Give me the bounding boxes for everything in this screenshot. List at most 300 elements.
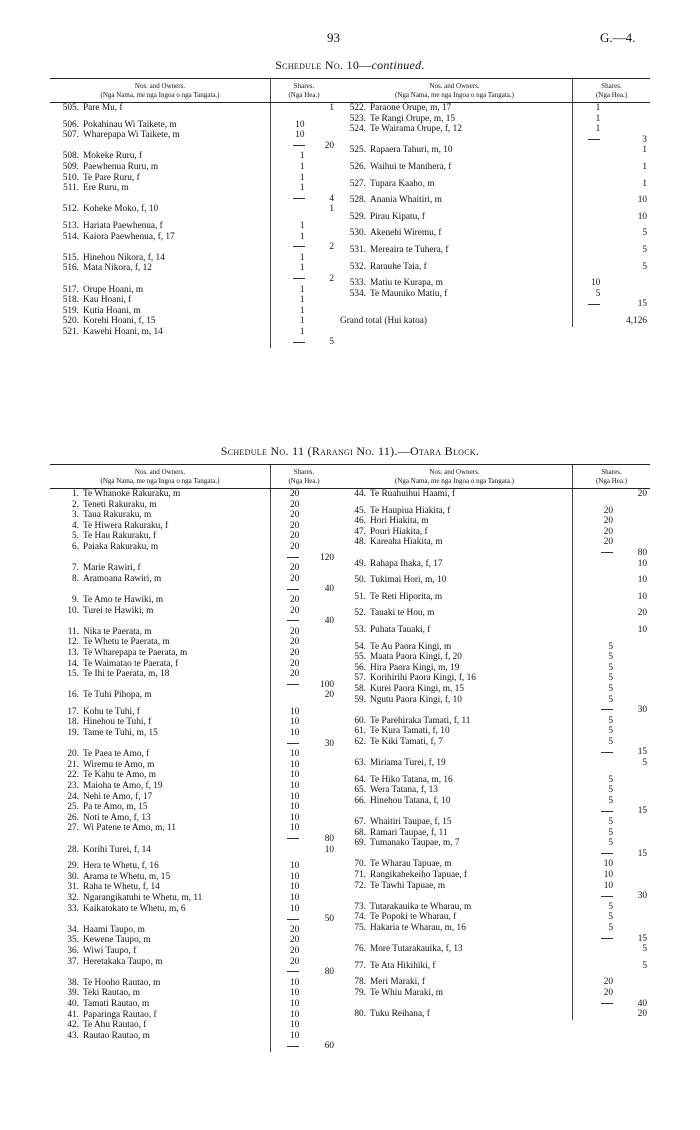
owner-cell <box>50 274 271 285</box>
individual-share-value: 1 <box>299 252 305 263</box>
individual-share-cell <box>271 967 305 978</box>
individual-share-value: 20 <box>289 626 300 637</box>
individual-share-value: 20 <box>289 594 300 605</box>
owner-number: 76. <box>354 944 366 955</box>
individual-share-value: 10 <box>289 988 300 999</box>
individual-share-cell <box>573 489 618 500</box>
table-row <box>50 263 337 274</box>
owner-number: 9. <box>72 594 79 605</box>
table-row <box>50 882 337 893</box>
group-share-cell <box>618 912 650 923</box>
table-row <box>337 961 650 972</box>
individual-share-value: 10 <box>603 880 613 891</box>
subtotal-rule <box>287 684 299 685</box>
owner-cell <box>337 527 573 538</box>
owner-name: Waihui te Manihera, f <box>370 161 452 172</box>
owner-number: 508. <box>62 151 79 162</box>
group-share-cell <box>618 737 650 748</box>
individual-share-cell <box>271 285 310 296</box>
owner-number: 57. <box>354 673 366 684</box>
table-row <box>50 659 337 670</box>
owner-cell <box>50 120 271 131</box>
owner-number: 519. <box>62 305 79 316</box>
owner-cell <box>50 728 271 739</box>
group-share-value: 10 <box>637 195 647 206</box>
table-row <box>337 806 650 817</box>
individual-share-value: 10 <box>289 882 300 893</box>
individual-share-cell <box>573 516 618 527</box>
group-share-cell <box>618 988 650 999</box>
owner-cell <box>337 575 573 586</box>
group-share-cell <box>618 559 650 570</box>
owner-number: 71. <box>354 870 366 880</box>
owner-cell <box>337 228 573 239</box>
owner-name: Tamati Rautao, m <box>83 998 150 1009</box>
group-share-cell <box>310 253 337 264</box>
owner-number: 47. <box>354 526 366 537</box>
group-share-cell <box>304 882 337 893</box>
individual-share-cell <box>573 103 606 114</box>
individual-share-cell <box>271 914 305 925</box>
individual-share-cell <box>271 574 305 585</box>
owner-cell <box>50 999 271 1010</box>
group-share-cell <box>310 141 337 152</box>
owner-cell <box>50 194 271 205</box>
group-share-value: 1 <box>329 103 334 113</box>
individual-share-value: 20 <box>289 956 300 967</box>
individual-share-cell <box>573 705 618 716</box>
owner-cell <box>50 669 271 680</box>
group-share-value: 1 <box>329 204 334 215</box>
owner-number: 45. <box>354 505 366 516</box>
table-row <box>50 792 337 803</box>
individual-share-cell <box>271 680 305 691</box>
individual-share-value: 20 <box>289 669 300 680</box>
table-row <box>50 637 337 648</box>
table-row <box>50 194 337 205</box>
schedule-11-left-rows <box>50 489 337 1052</box>
owner-cell <box>337 775 573 786</box>
individual-share-cell <box>573 817 618 828</box>
owner-name: Teneti Rakuraku, m <box>83 499 157 510</box>
individual-share-cell <box>271 637 305 648</box>
table-row <box>50 904 337 915</box>
owner-number: 26. <box>67 812 79 823</box>
individual-share-value: 10 <box>289 1020 300 1031</box>
individual-share-cell <box>271 103 310 114</box>
owners-column-header: Nos. and Owners. (Nga Nama, me nga Ingoa o nga Tangata.) <box>337 79 573 103</box>
owner-cell <box>337 179 573 190</box>
group-share-cell <box>310 162 337 173</box>
individual-share-cell <box>573 262 606 273</box>
group-share-cell <box>304 1010 337 1021</box>
group-share-cell <box>310 316 337 327</box>
owner-name: Te Ahu Rautao, f <box>83 1020 147 1031</box>
individual-share-cell <box>271 834 305 845</box>
owner-number: 534. <box>349 288 366 299</box>
owner-name: Anania Whaitiri, m <box>370 195 442 206</box>
owner-number: 77. <box>354 960 366 971</box>
owner-cell <box>50 770 271 781</box>
individual-share-cell <box>573 934 618 945</box>
owner-name: Te Whanoke Rakuraku, m <box>83 489 181 499</box>
individual-share-value: 5 <box>608 662 613 673</box>
owner-number: 51. <box>354 591 366 602</box>
owner-cell <box>50 845 271 856</box>
individual-share-cell <box>271 327 310 338</box>
owner-cell <box>50 861 271 872</box>
table-row <box>337 663 650 674</box>
table-row <box>337 114 650 125</box>
table-row <box>337 716 650 727</box>
group-share-cell <box>304 637 337 648</box>
schedule-11-title: Schedule No. 11 (Rarangi No. 11).—Otara Block. <box>220 444 480 458</box>
individual-share-cell <box>271 542 305 553</box>
table-row <box>50 204 337 215</box>
individual-share-cell <box>271 882 305 893</box>
owner-name: Tuku Reihana, f <box>370 1009 430 1020</box>
individual-share-cell <box>573 912 618 923</box>
individual-share-cell <box>573 785 618 796</box>
group-share-cell <box>618 961 650 972</box>
owner-cell <box>50 707 271 718</box>
group-share-cell <box>304 872 337 883</box>
owner-number: 525. <box>349 145 366 156</box>
individual-share-value: 20 <box>289 945 300 956</box>
subtotal-rule <box>601 752 613 753</box>
owner-name: Hori Hiakita, m <box>370 516 429 527</box>
owner-cell <box>337 135 573 146</box>
owner-name: Hera te Whetu, f, 16 <box>83 861 159 872</box>
owner-cell <box>50 204 271 215</box>
individual-share-value: 10 <box>289 812 300 823</box>
individual-share-value: 20 <box>289 499 300 510</box>
owner-name: Te Parehiraka Tamati, f, 11 <box>370 715 471 726</box>
owner-cell <box>50 914 271 925</box>
individual-share-cell <box>573 652 618 663</box>
individual-share-cell <box>271 802 305 813</box>
subtotal-rule <box>601 853 613 854</box>
page-number: 93 <box>327 30 340 45</box>
individual-share-value: 1 <box>595 113 601 124</box>
individual-share-value: 1 <box>299 172 305 183</box>
group-share-value: 5 <box>642 960 647 971</box>
table-row <box>50 510 337 521</box>
table-row <box>50 861 337 872</box>
individual-share-cell <box>271 845 305 856</box>
individual-share-cell <box>573 737 618 748</box>
owner-number: 10. <box>67 605 79 616</box>
subtotal-rule <box>601 896 613 897</box>
owner-cell <box>337 663 573 674</box>
individual-share-cell <box>573 849 618 860</box>
owner-cell <box>50 781 271 792</box>
individual-share-value: 10 <box>289 998 300 1009</box>
owner-cell <box>50 1020 271 1031</box>
owner-name: Maata Paora Kingi, f, 20 <box>370 652 462 663</box>
table-row <box>337 944 650 955</box>
group-share-value: 20 <box>637 608 647 619</box>
group-share-cell <box>304 584 337 595</box>
group-share-value: 5 <box>642 228 647 239</box>
group-share-cell <box>618 695 650 706</box>
table-row <box>50 893 337 904</box>
individual-share-value: 10 <box>289 977 300 988</box>
owner-number: 41. <box>67 1009 79 1020</box>
owner-number: 67. <box>354 817 366 828</box>
individual-share-value: 5 <box>608 726 613 737</box>
individual-share-cell <box>271 690 305 701</box>
owner-number: 64. <box>354 774 366 785</box>
group-share-value: 30 <box>637 705 647 716</box>
table-row <box>50 627 337 638</box>
group-share-value: 50 <box>324 914 334 925</box>
group-share-cell <box>304 616 337 627</box>
owner-number: 530. <box>349 228 366 239</box>
owner-number: 527. <box>349 178 366 189</box>
table-row <box>50 728 337 739</box>
owner-name: Paparinga Rautao, f <box>83 1009 157 1020</box>
individual-share-cell <box>271 999 305 1010</box>
table-row <box>50 1010 337 1021</box>
group-share-cell <box>310 151 337 162</box>
owner-number: 30. <box>67 871 79 882</box>
schedule-10-left-rows <box>50 103 337 349</box>
group-share-cell <box>304 728 337 739</box>
owner-number: 79. <box>354 987 366 998</box>
table-row <box>50 531 337 542</box>
group-share-cell <box>618 796 650 807</box>
document-code: G.—4. <box>600 30 636 45</box>
group-share-value: 5 <box>642 261 647 272</box>
group-share-cell <box>304 935 337 946</box>
table-row <box>337 195 650 206</box>
group-share-value: 30 <box>637 891 647 902</box>
individual-share-cell <box>271 120 310 131</box>
individual-share-cell <box>573 775 618 786</box>
table-row <box>50 183 337 194</box>
owner-number: 13. <box>67 647 79 658</box>
individual-share-cell <box>271 306 310 317</box>
table-row <box>337 785 650 796</box>
table-row <box>337 817 650 828</box>
owner-cell <box>50 306 271 317</box>
owner-name: Mata Nikora, f, 12 <box>83 263 152 274</box>
group-share-cell <box>304 802 337 813</box>
owner-number: 59. <box>354 694 366 705</box>
group-share-cell <box>310 103 337 114</box>
subtotal-rule <box>293 145 305 146</box>
owner-name: Te Ruahuihui Haami, f <box>370 489 456 499</box>
owner-number: 4. <box>72 520 79 531</box>
individual-share-cell <box>573 145 606 156</box>
owner-name: Te Ata Hikihiki, f <box>370 960 436 971</box>
owner-cell <box>50 823 271 834</box>
group-share-cell <box>304 1041 337 1052</box>
shares-column-header: Shares. (Nga Hea.) <box>573 465 651 489</box>
group-share-cell <box>618 642 650 653</box>
individual-share-value: 20 <box>289 637 300 648</box>
owner-name: Akenehi Wiremu, f <box>370 228 442 239</box>
owner-cell <box>337 716 573 727</box>
group-share-cell <box>618 1009 650 1020</box>
group-share-cell <box>605 262 650 273</box>
individual-share-value: 1 <box>299 284 305 295</box>
group-share-cell <box>304 659 337 670</box>
individual-share-cell <box>271 770 305 781</box>
individual-share-value: 1 <box>299 263 305 274</box>
group-share-cell <box>304 999 337 1010</box>
individual-share-cell <box>271 595 305 606</box>
owner-number: 42. <box>67 1020 79 1031</box>
group-share-value: 5 <box>642 758 647 769</box>
table-row <box>50 967 337 978</box>
individual-share-value: 10 <box>295 130 305 141</box>
individual-share-cell <box>573 548 618 559</box>
individual-share-value: 10 <box>289 903 300 914</box>
owner-name: Mokeke Ruru, f <box>83 151 143 162</box>
individual-share-cell <box>573 527 618 538</box>
group-share-value: 10 <box>637 591 647 602</box>
individual-share-cell <box>573 944 618 955</box>
subtotal-rule <box>601 1003 613 1004</box>
individual-share-cell <box>271 781 305 792</box>
table-row <box>50 616 337 627</box>
subtotal-rule <box>287 743 299 744</box>
owner-name: Kaiora Paewhenua, f, 17 <box>83 231 175 242</box>
owner-cell <box>337 817 573 828</box>
owner-name: Te Mauniko Matiu, f <box>370 288 448 299</box>
table-row <box>50 542 337 553</box>
owner-name: Whaitiri Taupae, f, 15 <box>370 817 452 828</box>
owner-number: 60. <box>354 715 366 726</box>
individual-share-value: 20 <box>603 977 613 988</box>
group-share-cell <box>618 516 650 527</box>
group-share-cell <box>618 944 650 955</box>
owner-name: Tupara Kaaho, m <box>370 178 435 189</box>
owner-number: 36. <box>67 945 79 956</box>
owner-cell <box>50 253 271 264</box>
group-share-cell <box>304 781 337 792</box>
group-share-cell <box>304 834 337 845</box>
owner-name: Te Kahu te Amo, m <box>83 770 156 781</box>
table-row <box>337 684 650 695</box>
individual-share-cell <box>271 925 305 936</box>
group-share-cell <box>310 263 337 274</box>
owner-number: 37. <box>67 956 79 967</box>
individual-share-cell <box>573 663 618 674</box>
individual-share-cell <box>573 902 618 913</box>
individual-share-cell <box>573 859 618 870</box>
owner-name: Nika te Paerata, m <box>83 626 152 637</box>
table-row <box>50 173 337 184</box>
owner-number: 22. <box>67 770 79 781</box>
owner-cell <box>50 500 271 511</box>
individual-share-cell <box>573 923 618 934</box>
individual-share-cell <box>271 173 310 184</box>
table-row <box>337 179 650 190</box>
table-row <box>337 489 650 500</box>
table-row <box>50 584 337 595</box>
individual-share-value: 5 <box>608 652 613 663</box>
owner-name: Hinehou Tatana, f, 10 <box>370 795 451 806</box>
group-share-cell <box>310 306 337 317</box>
owner-name: Ere Ruru, m <box>83 183 129 194</box>
table-row <box>50 680 337 691</box>
table-row <box>337 559 650 570</box>
individual-share-cell <box>573 537 618 548</box>
table-row <box>50 232 337 243</box>
table-row <box>337 162 650 173</box>
table-row <box>337 506 650 517</box>
owner-name: Kawehi Hoani, m, 14 <box>83 326 163 337</box>
owner-name: Te Amo te Hawiki, m <box>83 594 164 605</box>
table-row <box>337 527 650 538</box>
table-row <box>337 103 650 114</box>
owner-number: 39. <box>67 988 79 999</box>
owner-cell <box>337 838 573 849</box>
owner-number: 69. <box>354 838 366 849</box>
individual-share-cell <box>271 204 310 215</box>
owner-number: 74. <box>354 912 366 923</box>
table-row <box>337 912 650 923</box>
group-share-cell <box>304 648 337 659</box>
table-row <box>337 228 650 239</box>
individual-share-value: 20 <box>603 987 613 998</box>
group-share-cell <box>618 934 650 945</box>
individual-share-value: 10 <box>289 781 300 792</box>
individual-share-cell <box>271 648 305 659</box>
individual-share-value: 5 <box>608 785 613 796</box>
owner-cell <box>337 124 573 135</box>
owner-name: Wi Patene te Amo, m, 11 <box>83 823 177 834</box>
group-share-cell <box>310 327 337 338</box>
table-row <box>337 299 650 310</box>
table-row <box>337 135 650 146</box>
individual-share-cell <box>573 316 606 327</box>
owners-column-header: Nos. and Owners. (Nga Nama, me nga Ingoa o nga Tangata.) <box>50 465 271 489</box>
owner-cell <box>337 806 573 817</box>
individual-share-cell <box>271 669 305 680</box>
owner-cell <box>337 859 573 870</box>
owner-name: Paewhenua Ruru, m <box>83 161 159 172</box>
owner-name: Te Whetu te Paerata, m <box>83 637 170 648</box>
owner-number: 32. <box>67 892 79 903</box>
owner-name: Wiremu te Amo, m <box>83 759 155 770</box>
owner-cell <box>50 690 271 701</box>
individual-share-value: 20 <box>289 541 300 552</box>
group-share-cell <box>304 823 337 834</box>
owner-name: Orupe Hoani, m <box>83 284 144 295</box>
owner-name: Te Pare Ruru, f <box>83 172 140 183</box>
individual-share-cell <box>573 212 606 223</box>
individual-share-cell <box>573 289 606 300</box>
owner-name: Te Rangi Orupe, m, 15 <box>370 113 456 124</box>
owner-number: 529. <box>349 211 366 222</box>
group-share-cell <box>304 510 337 521</box>
individual-share-value: 20 <box>289 531 300 542</box>
owner-cell <box>50 957 271 968</box>
group-share-cell <box>310 337 337 348</box>
owner-name: Korehi Hoani, f, 15 <box>83 316 156 327</box>
group-share-cell <box>304 707 337 718</box>
owner-cell <box>50 337 271 348</box>
individual-share-value: 1 <box>299 326 305 337</box>
group-share-cell <box>310 183 337 194</box>
owner-cell <box>337 999 573 1010</box>
individual-share-cell <box>271 162 310 173</box>
owner-name: Te Haupiua Hiakita, f <box>370 505 451 516</box>
